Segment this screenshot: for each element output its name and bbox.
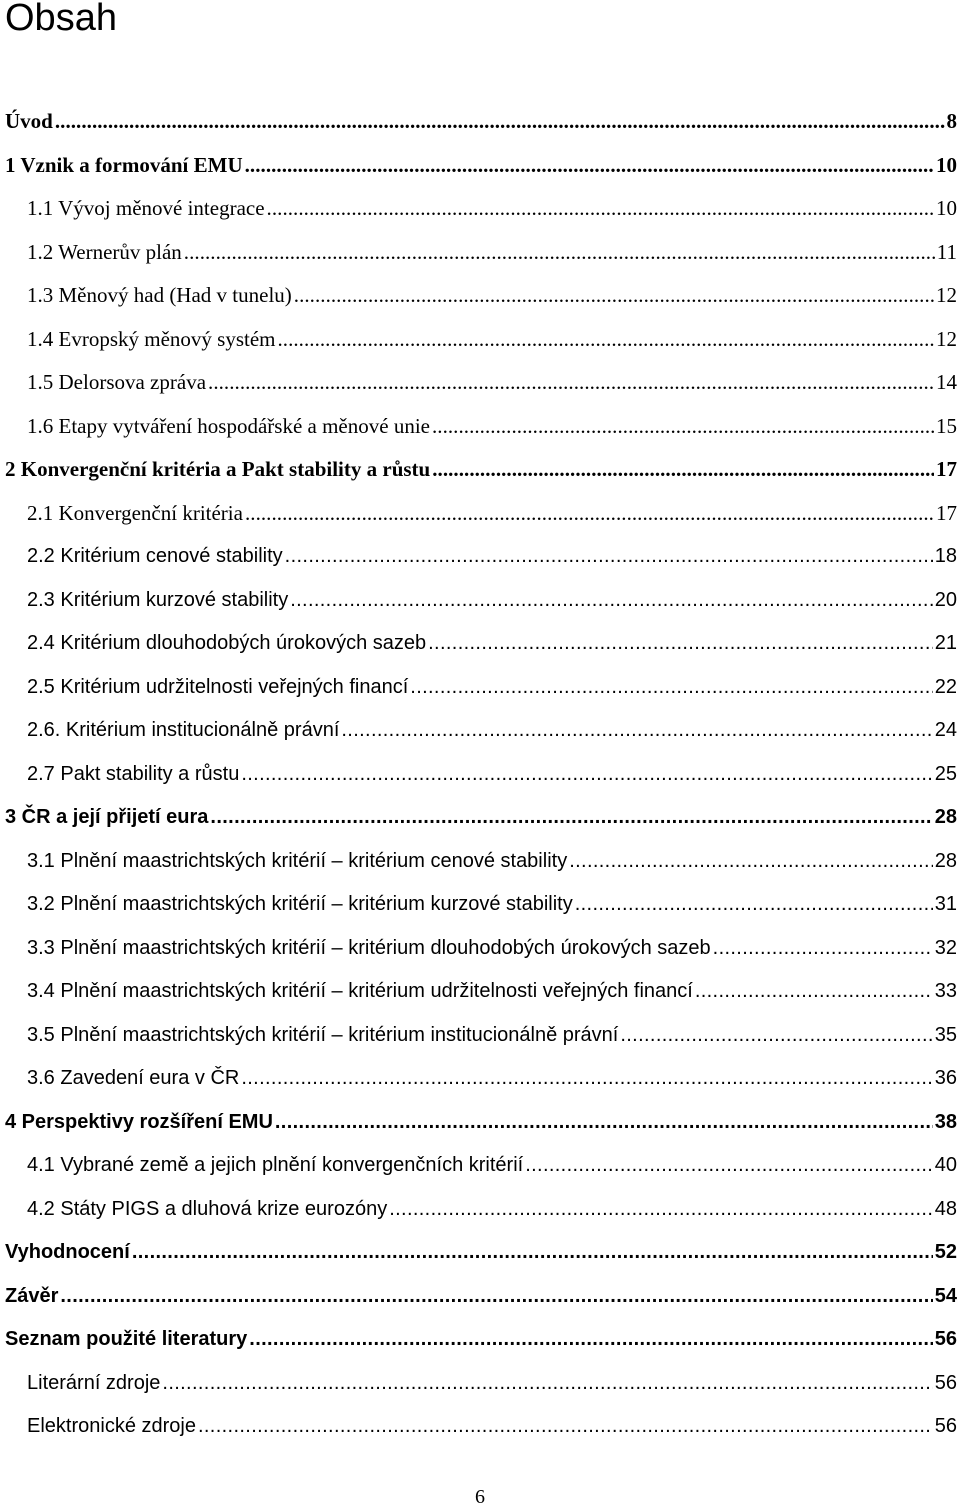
dot-leader xyxy=(410,666,932,710)
dot-leader xyxy=(695,970,933,1014)
toc-entry-page: 11 xyxy=(936,239,957,264)
toc-entry-title: 3.5 Plnění maastrichtských kritérií – kritérium institucionálně právní xyxy=(27,1023,619,1046)
dot-leader xyxy=(241,753,932,797)
dot-leader xyxy=(198,1405,933,1449)
toc-entry[interactable] xyxy=(0,318,960,362)
dot-leader xyxy=(569,840,933,884)
toc-entry[interactable] xyxy=(0,709,960,753)
toc-entry-page: 8 xyxy=(946,109,957,133)
toc-entry[interactable] xyxy=(0,883,960,927)
toc-entry[interactable] xyxy=(0,753,960,797)
dot-leader xyxy=(389,1188,933,1232)
toc-entry-page: 17 xyxy=(936,500,957,525)
page-title: Obsah xyxy=(5,0,117,39)
dot-leader xyxy=(277,318,934,362)
toc-entry-page: 31 xyxy=(934,893,957,915)
toc-entry[interactable] xyxy=(0,1275,960,1319)
toc-entry-page: 32 xyxy=(934,936,957,959)
toc-entry-title: 2 Konvergenční kritéria a Pakt stability a růstu xyxy=(5,457,431,481)
toc-entry-page: 10 xyxy=(936,196,957,220)
toc-entry-title: 1.5 Delorsova zpráva xyxy=(27,370,207,394)
dot-leader xyxy=(245,492,934,536)
toc-entry[interactable] xyxy=(0,579,960,623)
toc-entry[interactable] xyxy=(0,231,960,275)
toc-entry[interactable] xyxy=(0,492,960,536)
toc-entry-title: 2.6. Kritérium institucionálně právní xyxy=(27,719,340,741)
toc-entry[interactable] xyxy=(0,187,960,231)
toc-entry-page: 56 xyxy=(934,1371,957,1394)
toc-entry[interactable] xyxy=(0,622,960,666)
dot-leader xyxy=(267,187,934,231)
toc-entry-title: Vyhodnocení xyxy=(5,1241,130,1263)
dot-leader xyxy=(184,231,935,275)
toc-entry[interactable] xyxy=(0,448,960,492)
page-number: 6 xyxy=(475,1486,485,1508)
toc-entry-page: 56 xyxy=(934,1328,957,1350)
toc-entry-page: 48 xyxy=(934,1197,957,1220)
toc-entry-title: Seznam použité literatury xyxy=(5,1328,248,1350)
toc-entry-title: 3.3 Plnění maastrichtských kritérií – kritérium dlouhodobých úrokových sazeb xyxy=(27,936,711,959)
toc-entry-page: 28 xyxy=(934,806,957,828)
toc-entry[interactable] xyxy=(0,1318,960,1362)
dot-leader xyxy=(55,100,945,144)
toc-entry-title: Literární zdroje xyxy=(27,1371,161,1394)
toc-entry-title: Závěr xyxy=(5,1284,59,1307)
dot-leader xyxy=(285,535,933,579)
dot-leader xyxy=(208,361,934,405)
toc-entry[interactable] xyxy=(0,274,960,318)
toc-entry-page: 12 xyxy=(936,283,957,307)
toc-entry-title: 1.3 Měnový had (Had v tunelu) xyxy=(27,283,292,307)
toc-entry-page: 35 xyxy=(934,1023,957,1046)
toc-entry-page: 15 xyxy=(936,413,957,438)
dot-leader xyxy=(241,1057,932,1101)
toc-entry-page: 36 xyxy=(934,1067,957,1089)
dot-leader xyxy=(132,1231,933,1275)
toc-entry-page: 20 xyxy=(934,588,957,611)
toc-entry-page: 14 xyxy=(936,370,957,394)
toc-entry-page: 18 xyxy=(934,545,957,567)
toc-entry[interactable] xyxy=(0,1188,960,1232)
toc-entry[interactable] xyxy=(0,1362,960,1406)
toc-entry[interactable] xyxy=(0,144,960,188)
toc-entry[interactable] xyxy=(0,840,960,884)
toc-entry-title: 1 Vznik a formování EMU xyxy=(5,152,243,177)
toc-entry[interactable] xyxy=(0,1057,960,1101)
toc-entry-page: 33 xyxy=(934,980,957,1002)
dot-leader xyxy=(713,927,933,971)
toc-entry[interactable] xyxy=(0,1014,960,1058)
toc-entry-title: 3.4 Plnění maastrichtských kritérií – kritérium udržitelnosti veřejných financí xyxy=(27,980,693,1002)
toc-entry-title: 2.5 Kritérium udržitelnosti veřejných financí xyxy=(27,675,409,698)
dot-leader xyxy=(428,622,933,666)
toc-entry-page: 54 xyxy=(934,1284,957,1307)
toc-entry-title: 3.1 Plnění maastrichtských kritérií – kritérium cenové stability xyxy=(27,849,568,872)
toc-entry-page: 28 xyxy=(934,849,957,872)
dot-leader xyxy=(294,274,934,318)
toc-entry[interactable] xyxy=(0,1405,960,1449)
toc-entry-page: 56 xyxy=(934,1415,957,1437)
toc-entry-page: 21 xyxy=(934,632,957,654)
toc-entry[interactable] xyxy=(0,100,960,144)
toc-entry-title: 1.6 Etapy vytváření hospodářské a měnové unie xyxy=(27,413,430,438)
dot-leader xyxy=(432,405,934,449)
toc-entry[interactable] xyxy=(0,405,960,449)
toc-entry-title: 2.2 Kritérium cenové stability xyxy=(27,545,283,567)
toc-entry-page: 17 xyxy=(936,457,957,481)
toc-entry-title: 1.2 Wernerův plán xyxy=(27,239,182,264)
toc-entry-title: 2.7 Pakt stability a růstu xyxy=(27,762,240,785)
dot-leader xyxy=(275,1101,933,1145)
dot-leader xyxy=(620,1014,932,1058)
toc-entry-page: 25 xyxy=(934,762,957,785)
dot-leader xyxy=(245,144,934,188)
toc-entry-title: 2.1 Konvergenční kritéria xyxy=(27,500,243,525)
toc-entry[interactable] xyxy=(0,927,960,971)
toc-entry-page: 10 xyxy=(936,152,957,177)
toc-entry-title: 2.3 Kritérium kurzové stability xyxy=(27,588,289,611)
dot-leader xyxy=(249,1318,932,1362)
toc-entry[interactable] xyxy=(0,535,960,579)
toc-entry-title: 2.4 Kritérium dlouhodobých úrokových sazeb xyxy=(27,632,427,654)
toc-entry-page: 12 xyxy=(936,326,957,351)
dot-leader xyxy=(575,883,933,927)
toc-entry-title: 1.4 Evropský měnový systém xyxy=(27,326,276,351)
toc-entry-page: 52 xyxy=(934,1241,957,1263)
dot-leader xyxy=(210,796,932,840)
toc-entry-page: 24 xyxy=(934,719,957,741)
table-of-contents xyxy=(0,100,960,1449)
toc-entry-title: 3 ČR a její přijetí eura xyxy=(5,806,209,828)
toc-entry-title: 4 Perspektivy rozšíření EMU xyxy=(5,1110,273,1133)
toc-entry-page: 22 xyxy=(934,675,957,698)
toc-entry-title: 3.6 Zavedení eura v ČR xyxy=(27,1067,240,1089)
toc-entry-page: 38 xyxy=(934,1110,957,1133)
toc-entry[interactable] xyxy=(0,796,960,840)
toc-entry-title: 1.1 Vývoj měnové integrace xyxy=(27,196,265,220)
toc-entry[interactable] xyxy=(0,1144,960,1188)
toc-entry-page: 40 xyxy=(934,1154,957,1176)
toc-entry[interactable] xyxy=(0,1231,960,1275)
toc-entry[interactable] xyxy=(0,970,960,1014)
dot-leader xyxy=(432,448,934,492)
toc-entry[interactable] xyxy=(0,666,960,710)
dot-leader xyxy=(290,579,933,623)
toc-entry-title: Elektronické zdroje xyxy=(27,1415,196,1437)
toc-entry[interactable] xyxy=(0,361,960,405)
toc-entry-title: 3.2 Plnění maastrichtských kritérií – kritérium kurzové stability xyxy=(27,893,573,915)
dot-leader xyxy=(341,709,932,753)
dot-leader xyxy=(525,1144,933,1188)
toc-entry[interactable] xyxy=(0,1101,960,1145)
toc-entry-title: Úvod xyxy=(5,109,53,133)
toc-entry-title: 4.2 Státy PIGS a dluhová krize eurozóny xyxy=(27,1197,388,1220)
dot-leader xyxy=(162,1362,932,1406)
toc-entry-title: 4.1 Vybrané země a jejich plnění konvergenčních kritérií xyxy=(27,1154,524,1176)
dot-leader xyxy=(60,1275,932,1319)
